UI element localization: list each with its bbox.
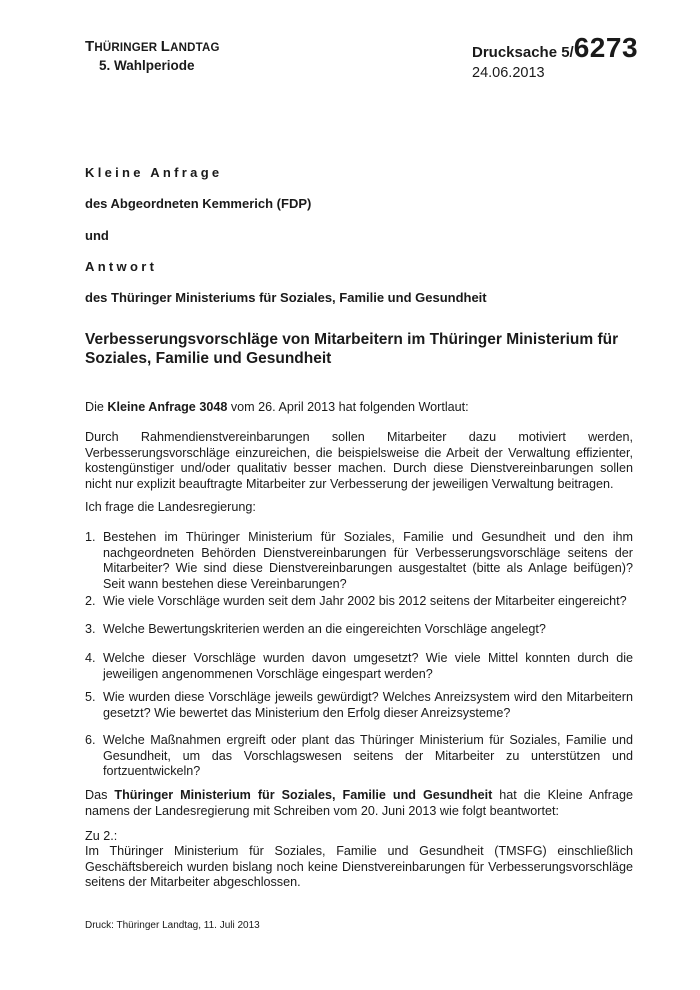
- anfrage-reference: Kleine Anfrage 3048: [107, 400, 228, 414]
- question-text: Wie wurden diese Vorschläge jeweils gewürdigt? Welches Anreizsystem wird den Mitarbeitern gesetzt? Wie bewertet das Ministerium den Erfolg dieser Anreizsysteme?: [103, 690, 633, 720]
- ministerium-line: des Thüringer Ministeriums für Soziales, Familie und Gesundheit: [85, 290, 487, 305]
- kleine-anfrage-heading: Kleine Anfrage: [85, 165, 223, 180]
- drucksache: [472, 34, 638, 67]
- question-item: [85, 651, 633, 682]
- document-date: 24.06.2013: [472, 65, 545, 81]
- answer-2-text: Im Thüringer Ministerium für Soziales, Familie und Gesundheit (TMSFG) einschließlich Geschäftsbereich wurden bislang noch keine Dienstvereinbarungen für Verbesserungsvorschläge seitens der Mitarbeiter abgeschlossen.: [85, 844, 633, 889]
- question-text: Welche dieser Vorschläge wurden davon umgesetzt? Wie viele Mittel konnten durch die jeweiligen angenommenen Vorschläge eingespart werden?: [103, 651, 633, 681]
- question-item: [85, 530, 633, 592]
- antwort-heading: Antwort: [85, 259, 158, 274]
- question-number: 3.: [85, 622, 96, 636]
- ministry-name: Thüringer Ministerium für Soziales, Familie und Gesundheit: [114, 788, 493, 802]
- print-footer: Druck: Thüringer Landtag, 11. Juli 2013: [85, 920, 260, 931]
- question-item: [85, 733, 633, 780]
- ich-frage-line: Ich frage die Landesregierung:: [85, 500, 256, 514]
- header-right: [472, 34, 638, 81]
- answer-2-label: Zu 2.:: [85, 829, 118, 843]
- document-title: Verbesserungsvorschläge von Mitarbeitern im Thüringer Ministerium für Soziales, Familie und Gesundheit: [85, 331, 619, 367]
- drucksache-label: Drucksache 5/: [472, 44, 574, 61]
- question-text: Bestehen im Thüringer Ministerium für Soziales, Familie und Gesundheit und den ihm nachgeordneten Behörden Dienstvereinbarungen für Verbesserungsvorschläge seitens der Mitarbeiter? Wie sind diese Dienstvereinbarungen ausgestaltet (bitte als Anlage beifügen)? Seit wann bestehen diese Vereinbarungen?: [103, 530, 633, 591]
- drucksache-number: 6273: [573, 32, 639, 63]
- header-left: [85, 38, 220, 75]
- question-number: 5.: [85, 690, 96, 704]
- parliament-name: THÜRINGER LANDTAG: [85, 38, 220, 55]
- answer-intro-paragraph: Das Thüringer Ministerium für Soziales, Familie und Gesundheit hat die Kleine Anfrage namens der Landesregierung mit Schreiben vom 20. Juni 2013 wie folgt beantwortet:: [85, 788, 634, 818]
- lead-paragraph: Die Kleine Anfrage 3048 vom 26. April 2013 hat folgenden Wortlaut:: [85, 400, 469, 414]
- legislative-period: 5. Wahlperiode: [99, 58, 195, 73]
- question-number: 1.: [85, 530, 96, 544]
- question-text: Wie viele Vorschläge wurden seit dem Jahr 2002 bis 2012 seitens der Mitarbeiter eingereicht?: [103, 594, 627, 608]
- question-item: [85, 690, 633, 721]
- wortlaut-paragraph: Durch Rahmendienstvereinbarungen sollen Mitarbeiter dazu motiviert werden, Verbesserungsvorschläge einzureichen, die beispielsweise die Arbeit der Verwaltung effizienter, kostengünstiger und/oder qualitativ besser machen. Durch diese Dienstvereinbarungen sollen nicht nur explizit beauftragte Mitarbeiter zur Verbesserung der jeweiligen Verwaltung beitragen.: [85, 430, 633, 491]
- und-line: und: [85, 228, 109, 243]
- question-number: 2.: [85, 594, 96, 608]
- question-text: Welche Maßnahmen ergreift oder plant das Thüringer Ministerium für Soziales, Familie und Gesundheit, um das Vorschlagswesen seitens der Mitarbeiter zu unterstützen und fortzuentwickeln?: [103, 733, 633, 778]
- question-number: 6.: [85, 733, 96, 747]
- question-number: 4.: [85, 651, 96, 665]
- question-text: Welche Bewertungskriterien werden an die eingereichten Vorschläge angelegt?: [103, 622, 546, 636]
- question-item: [85, 594, 633, 610]
- question-item: [85, 622, 633, 638]
- abgeordneter-line: des Abgeordneten Kemmerich (FDP): [85, 196, 312, 211]
